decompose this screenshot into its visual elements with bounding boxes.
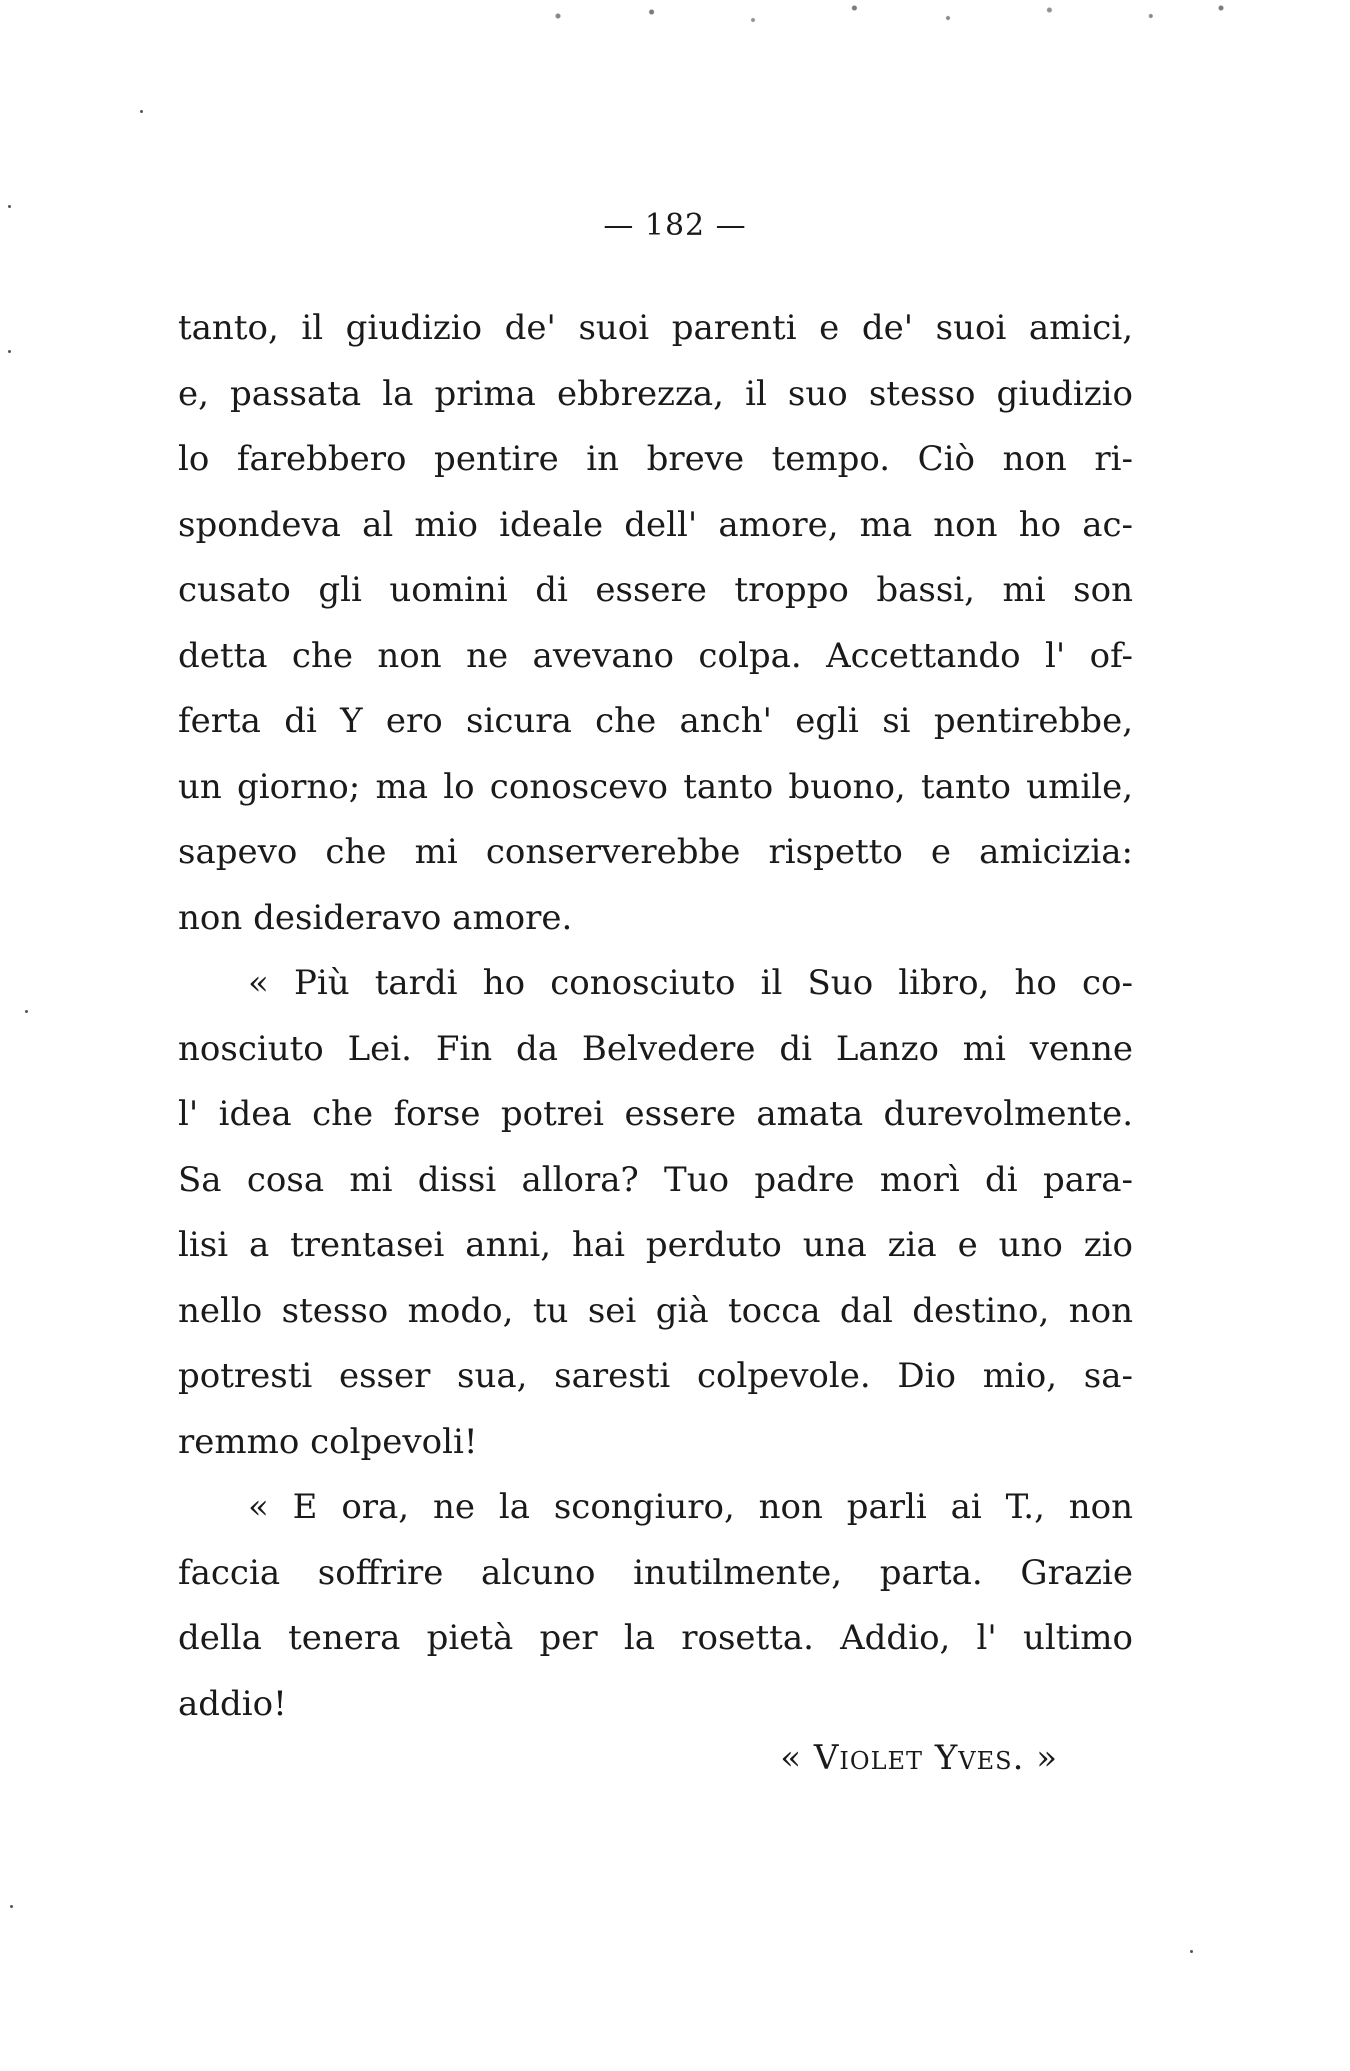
scan-speck bbox=[10, 1905, 13, 1908]
text-line: nosciuto Lei. Fin da Belvedere di Lanzo mi venne bbox=[178, 1028, 1133, 1069]
scan-speck bbox=[1190, 1950, 1193, 1953]
signature: « Violet Yves. » bbox=[780, 1738, 1058, 1778]
text-line: « Più tardi ho conosciuto il Suo libro, ho co- bbox=[248, 963, 1133, 1003]
text-line: remmo colpevoli! bbox=[178, 1421, 478, 1462]
text-line: lo farebbero pentire in breve tempo. Ciò non ri- bbox=[178, 439, 1133, 479]
text-line: e, passata la prima ebbrezza, il suo stesso giudizio bbox=[178, 373, 1133, 414]
text-line: detta che non ne avevano colpa. Accettando l' of- bbox=[178, 635, 1133, 676]
scan-noise bbox=[480, 0, 1260, 40]
text-line: un giorno; ma lo conoscevo tanto buono, tanto umile, bbox=[178, 766, 1133, 807]
text-line: nello stesso modo, tu sei già tocca dal destino, non bbox=[178, 1290, 1133, 1331]
text-line: lisi a trentasei anni, hai perduto una zia e uno zio bbox=[178, 1225, 1133, 1265]
text-line: ferta di Y ero sicura che anch' egli si pentirebbe, bbox=[178, 701, 1133, 741]
text-line: faccia soffrire alcuno inutilmente, parta. Grazie bbox=[178, 1552, 1133, 1593]
scan-speck bbox=[25, 1010, 28, 1013]
text-line: « E ora, ne la scongiuro, non parli ai T., non bbox=[248, 1487, 1133, 1527]
text-line: spondeva al mio ideale dell' amore, ma non ho ac- bbox=[178, 504, 1133, 545]
text-line: tanto, il giudizio de' suoi parenti e de' suoi amici, bbox=[178, 308, 1133, 348]
text-line: Sa cosa mi dissi allora? Tuo padre morì di para- bbox=[178, 1159, 1133, 1200]
scan-speck bbox=[8, 350, 11, 353]
text-line: addio! bbox=[178, 1683, 287, 1724]
text-line: l' idea che forse potrei essere amata durevolmente. bbox=[178, 1094, 1133, 1134]
text-line: della tenera pietà per la rosetta. Addio, l' ultimo bbox=[178, 1618, 1133, 1658]
text-line: cusato gli uomini di essere troppo bassi, mi son bbox=[178, 570, 1133, 610]
page-number: — 182 — bbox=[603, 208, 747, 243]
body-text bbox=[178, 296, 1133, 1737]
text-line: sapevo che mi conserverebbe rispetto e amicizia: bbox=[178, 832, 1133, 872]
text-line: potresti esser sua, saresti colpevole. Dio mio, sa- bbox=[178, 1356, 1133, 1396]
scan-speck bbox=[140, 110, 143, 113]
text-line: non desideravo amore. bbox=[178, 897, 573, 938]
